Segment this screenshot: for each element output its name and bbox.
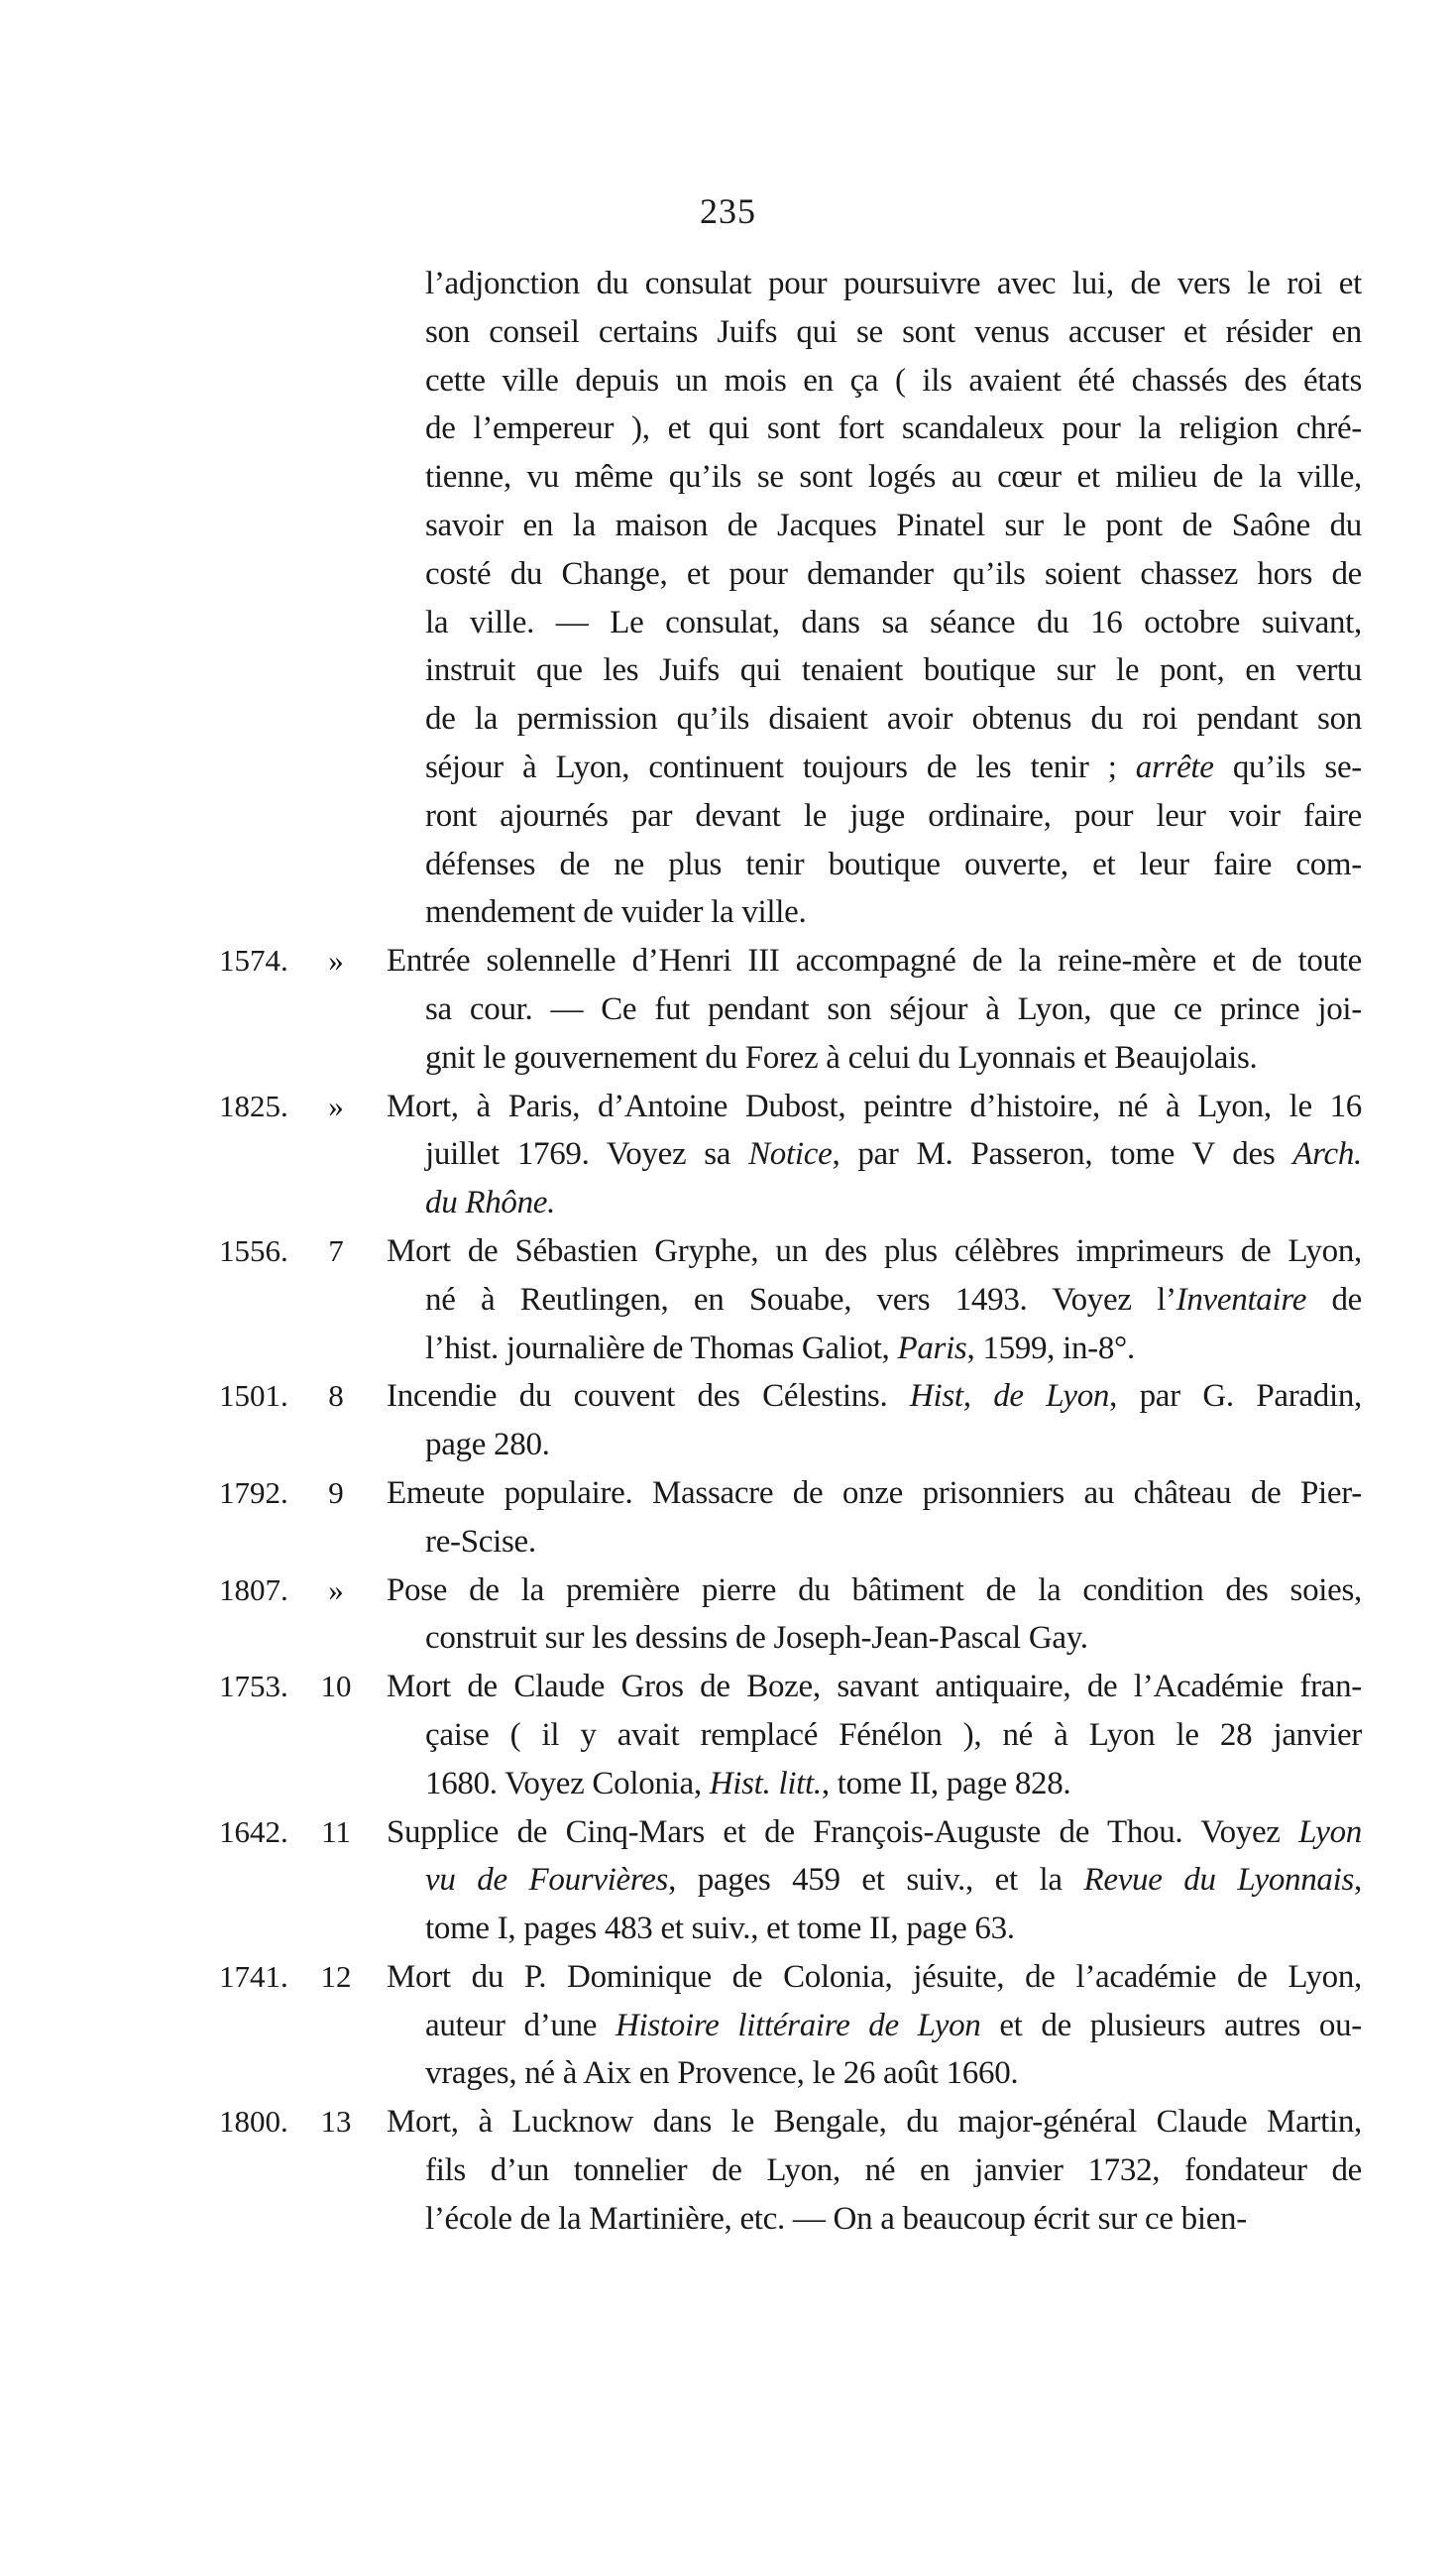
italic-text: Lyon [1298, 1813, 1362, 1850]
text-segment: , pages 459 et suiv., et la [668, 1862, 1084, 1899]
italic-text: Hist, de Lyon [909, 1378, 1110, 1415]
line-text [425, 453, 1362, 502]
text-segment: , par G. Paradin, [1109, 1378, 1362, 1415]
line-text [425, 1905, 1362, 1953]
line-text [425, 550, 1362, 599]
line-text [425, 502, 1362, 550]
intro-paragraph [0, 260, 1456, 937]
entry-year: 1741. [219, 1958, 288, 1994]
text-line [0, 1711, 1456, 1760]
text-segment: de l’empereur ), et qui sont fort scandaleux pour la religion chré- [425, 410, 1362, 447]
line-text [425, 1421, 1362, 1469]
text-segment: son conseil certains Juifs qui se sont venus accuser et résider en [425, 313, 1362, 350]
line-text [425, 1614, 1362, 1663]
line-text [387, 937, 1362, 986]
text-segment: , par M. Passeron, tome V des [832, 1136, 1293, 1173]
line-text [425, 1711, 1362, 1760]
line-text [425, 1325, 1362, 1373]
text-line [0, 1421, 1456, 1469]
chronology-entry [0, 2098, 1456, 2243]
text-segment: la ville. — Le consulat, dans sa séance du 16 octobre suivant, [425, 604, 1362, 640]
text-line [0, 646, 1456, 695]
text-segment: l’adjonction du consulat pour poursuivre avec lui, de vers le roi et [425, 266, 1362, 301]
text-segment: l’école de la Martinière, etc. — On a beaucoup écrit sur ce bien- [425, 2200, 1247, 2237]
text-line [0, 1760, 1456, 1808]
line-text [387, 1227, 1362, 1276]
text-line [0, 1083, 1456, 1131]
text-line [0, 453, 1456, 502]
text-segment: , tome II, page 828. [821, 1765, 1071, 1801]
line-text [425, 2146, 1362, 2195]
chronology-entry [0, 1808, 1456, 1953]
text-line [0, 2195, 1456, 2244]
text-segment: auteur d’une [425, 2007, 616, 2043]
text-segment: mendement de vuider la ville. [425, 894, 807, 931]
text-line [0, 1808, 1456, 1857]
entry-year: 1574. [219, 943, 288, 979]
text-segment: Mort de Claude Gros de Boze, savant antiquaire, de l’Académie fran- [387, 1669, 1362, 1705]
text-segment: sa cour. — Ce fut pendant son séjour à Lyon, que ce prince joi- [425, 990, 1362, 1027]
entry-year: 1753. [219, 1669, 288, 1704]
text-line [0, 1566, 1456, 1615]
text-line [0, 308, 1456, 357]
text-segment: 1680. Voyez Colonia, [425, 1765, 710, 1801]
text-line [0, 695, 1456, 744]
text-segment: de [1306, 1281, 1363, 1318]
line-text [425, 357, 1362, 406]
line-text [387, 1808, 1362, 1857]
text-segment: de la permission qu’ils disaient avoir obtenus du roi pendant son [425, 701, 1362, 738]
chronology-entry [0, 1469, 1456, 1566]
text-line [0, 2049, 1456, 2098]
line-text [425, 260, 1362, 308]
text-segment: cette ville depuis un mois en ça ( ils avaient été chassés des états [425, 362, 1362, 399]
italic-text: Paris [897, 1330, 967, 1366]
page-number: 235 [700, 191, 756, 231]
text-segment: , 1599, in-8°. [966, 1330, 1135, 1366]
text-segment: Emeute populaire. Massacre de onze prisonniers au château de Pier- [387, 1474, 1362, 1511]
chronology-entry [0, 1663, 1456, 1807]
text-line [0, 792, 1456, 841]
text-line [0, 1227, 1456, 1276]
line-text [425, 646, 1362, 695]
italic-text: Arch. [1292, 1136, 1362, 1173]
chronology-entry [0, 1227, 1456, 1372]
line-text [425, 1856, 1362, 1905]
text-segment: çaise ( il y avait remplacé Fénélon ), né à Lyon le 28 janvier [425, 1716, 1362, 1753]
entry-day: 13 [320, 2104, 352, 2140]
text-segment: vrages, né à Aix en Provence, le 26 août 1660. [425, 2055, 1019, 2092]
text-segment: Pose de la première pierre du bâtiment de la condition des soies, [387, 1571, 1362, 1608]
text-segment: qu’ils se- [1213, 749, 1363, 785]
page-body [0, 260, 1456, 2244]
line-text [425, 599, 1362, 647]
entry-day: 9 [328, 1474, 344, 1510]
line-text [425, 1034, 1362, 1083]
line-text [425, 1276, 1362, 1325]
italic-text: Revue du Lyonnais [1083, 1862, 1355, 1899]
italic-text: Hist. litt. [709, 1765, 822, 1801]
text-line [0, 986, 1456, 1034]
chronology-entry [0, 937, 1456, 1082]
text-line [0, 550, 1456, 599]
entry-year: 1792. [219, 1474, 288, 1510]
chronology-entry [0, 1083, 1456, 1227]
entry-day: 8 [328, 1378, 344, 1414]
line-text [387, 1663, 1362, 1711]
italic-text: Histoire littéraire de Lyon [615, 2007, 981, 2043]
text-segment: costé du Change, et pour demander qu’ils soient chassez hors de [425, 555, 1362, 592]
text-line [0, 2002, 1456, 2050]
text-line [0, 405, 1456, 453]
text-line [0, 357, 1456, 406]
line-text [425, 2002, 1362, 2050]
text-segment: Mort de Sébastien Gryphe, un des plus célèbres imprimeurs de Lyon, [387, 1232, 1362, 1269]
text-line [0, 2146, 1456, 2195]
entry-year: 1642. [219, 1813, 288, 1849]
italic-text: Notice [748, 1136, 833, 1173]
text-segment: , [1354, 1862, 1362, 1899]
text-line [0, 260, 1456, 308]
text-line [0, 2098, 1456, 2146]
line-text [425, 1179, 1362, 1227]
text-line [0, 1276, 1456, 1325]
line-text [387, 1566, 1362, 1615]
italic-text: Inventaire [1176, 1281, 1307, 1318]
text-line [0, 1325, 1456, 1373]
chronology-entry [0, 1953, 1456, 2098]
text-line [0, 1469, 1456, 1518]
line-text [425, 888, 1362, 937]
text-segment: gnit le gouvernement du Forez à celui du Lyonnais et Beaujolais. [425, 1039, 1258, 1076]
italic-text: vu de Fourvières [425, 1862, 669, 1899]
entry-day: 7 [328, 1232, 344, 1268]
line-text [387, 1372, 1362, 1421]
text-line [0, 1179, 1456, 1227]
text-segment: Mort du P. Dominique de Colonia, jésuite, de l’académie de Lyon, [387, 1958, 1362, 1995]
text-segment: construit sur les dessins de Joseph-Jean-Pascal Gay. [425, 1620, 1088, 1657]
text-line [0, 502, 1456, 550]
text-segment: juillet 1769. Voyez sa [425, 1136, 749, 1173]
text-line [0, 1518, 1456, 1566]
line-text [387, 1083, 1362, 1131]
text-line [0, 1856, 1456, 1905]
text-segment: fils d’un tonnelier de Lyon, né en janvier 1732, fondateur de [425, 2152, 1362, 2189]
chronology-entry [0, 1566, 1456, 1664]
text-segment: Supplice de Cinq-Mars et de François-Auguste de Thou. Voyez [387, 1813, 1299, 1850]
entry-year: 1825. [219, 1088, 288, 1123]
text-line [0, 841, 1456, 889]
text-segment: ront ajournés par devant le juge ordinaire, pour leur voir faire [425, 797, 1362, 834]
text-line [0, 1663, 1456, 1711]
text-segment: Incendie du couvent des Célestins. [387, 1378, 910, 1415]
text-segment: et de plusieurs autres ou- [980, 2007, 1362, 2043]
text-segment: instruit que les Juifs qui tenaient boutique sur le pont, en vertu [425, 652, 1362, 689]
text-line [0, 937, 1456, 986]
line-text [425, 695, 1362, 744]
entry-day: 10 [320, 1669, 352, 1704]
entry-year: 1501. [219, 1378, 288, 1414]
text-line [0, 1905, 1456, 1953]
text-segment: né à Reutlingen, en Souabe, vers 1493. Voyez l’ [425, 1281, 1176, 1318]
entry-year: 1556. [219, 1232, 288, 1268]
text-line [0, 1372, 1456, 1421]
text-segment: séjour à Lyon, continuent toujours de les tenir ; [425, 749, 1136, 785]
line-text [425, 2049, 1362, 2098]
entry-year: 1807. [219, 1571, 288, 1607]
entry-day: » [328, 1571, 344, 1607]
line-text [425, 1130, 1362, 1179]
text-segment: page 280. [425, 1427, 550, 1463]
text-line [0, 888, 1456, 937]
line-text [425, 405, 1362, 453]
entry-day: 12 [320, 1958, 352, 1994]
chronology-entry [0, 1372, 1456, 1469]
line-text [425, 986, 1362, 1034]
text-segment: Mort, à Paris, d’Antoine Dubost, peintre d’histoire, né à Lyon, le 16 [387, 1088, 1362, 1124]
text-segment: défenses de ne plus tenir boutique ouverte, et leur faire com- [425, 846, 1362, 882]
text-line [0, 744, 1456, 792]
entry-day: 11 [321, 1813, 351, 1849]
text-line [0, 1034, 1456, 1083]
line-text [425, 744, 1362, 792]
text-line [0, 1130, 1456, 1179]
line-text [387, 2098, 1362, 2146]
line-text [387, 1953, 1362, 2002]
text-segment: Mort, à Lucknow dans le Bengale, du major-général Claude Martin, [387, 2104, 1362, 2141]
italic-text: arrête [1135, 749, 1214, 785]
italic-text: du Rhône. [425, 1185, 556, 1221]
entry-year: 1800. [219, 2104, 288, 2140]
entry-day: » [328, 1088, 344, 1123]
text-segment: re-Scise. [425, 1523, 536, 1560]
line-text [425, 1518, 1362, 1566]
line-text [425, 1760, 1362, 1808]
text-line [0, 1953, 1456, 2002]
line-text [387, 1469, 1362, 1518]
text-segment: tome I, pages 483 et suiv., et tome II, page 63. [425, 1911, 1015, 1947]
line-text [425, 792, 1362, 841]
text-segment: Entrée solennelle d’Henri III accompagné de la reine-mère et de toute [387, 943, 1362, 980]
line-text [425, 841, 1362, 889]
text-segment: tienne, vu même qu’ils se sont logés au cœur et milieu de la ville, [425, 459, 1362, 496]
line-text [425, 308, 1362, 357]
entry-day: » [328, 943, 344, 979]
text-line [0, 1614, 1456, 1663]
line-text [425, 2195, 1362, 2244]
text-segment: savoir en la maison de Jacques Pinatel sur le pont de Saône du [425, 507, 1362, 543]
text-line [0, 599, 1456, 647]
text-segment: l’hist. journalière de Thomas Galiot, [425, 1330, 898, 1366]
